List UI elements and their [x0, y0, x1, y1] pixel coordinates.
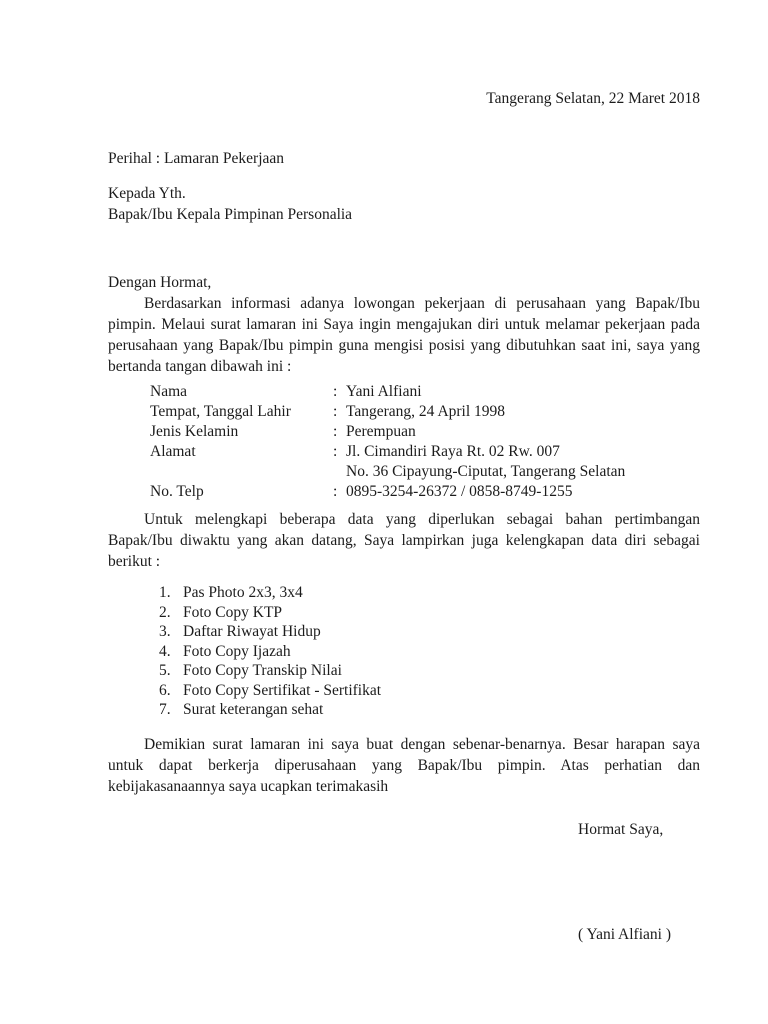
field-value-nama: Yani Alfiani [346, 383, 422, 400]
personal-data-row [150, 442, 700, 482]
field-label-ttl: Tempat, Tanggal Lahir [150, 403, 291, 420]
attachment-text: Foto Copy Sertifikat - Sertifikat [183, 681, 382, 699]
attachment-number: 7. [159, 701, 171, 718]
attachment-item [159, 583, 700, 603]
field-label-nama: Nama [150, 383, 188, 400]
field-label-alamat: Alamat [150, 443, 196, 460]
personal-data-section [150, 382, 700, 502]
opening-paragraph: Berdasarkan informasi adanya lowongan pekerjaan di perusahaan yang Bapak/Ibu pimpin. Melaui surat lamaran ini Saya ingin mengajukan diri untuk melamar pekerjaan pada perusahaan yang Bapak/Ibu pimpin guna mengisi posisi yang dibutuhkan saat ini, saya yang bertanda tangan dibawah ini : [108, 295, 700, 375]
attachment-number: 6. [159, 681, 171, 699]
attachment-text: Daftar Riwayat Hidup [183, 623, 321, 640]
field-colon: : [333, 443, 338, 460]
field-label-jenis-kelamin: Jenis Kelamin [150, 423, 239, 440]
attachment-item [159, 622, 700, 642]
signature-closing: Hormat Saya, [578, 820, 664, 838]
signature-name: ( Yani Alfiani ) [578, 925, 671, 943]
field-colon: : [333, 383, 338, 400]
date-line: Tangerang Selatan, 22 Maret 2018 [486, 90, 700, 107]
attachment-item [159, 661, 700, 681]
attachment-text: Foto Copy KTP [183, 603, 283, 621]
field-value-alamat [346, 442, 700, 482]
attachment-number: 1. [159, 584, 171, 601]
attachments-intro-paragraph: Untuk melengkapi beberapa data yang diperlukan sebagai bahan pertimbangan Bapak/Ibu diwaktu yang akan datang, Saya lampirkan juga kelengkapan data diri sebagai berikut : [108, 511, 700, 570]
recipient-block [108, 183, 700, 225]
attachment-text: Foto Copy Ijazah [183, 642, 291, 660]
field-value-jenis-kelamin: Perempuan [346, 423, 416, 440]
attachment-item [159, 681, 700, 701]
field-colon: : [333, 483, 338, 500]
attachment-text: Foto Copy Transkip Nilai [183, 662, 342, 679]
field-value-alamat-line1: Jl. Cimandiri Raya Rt. 02 Rw. 007 [346, 443, 560, 460]
field-colon: : [333, 423, 338, 440]
attachment-text: Pas Photo 2x3, 3x4 [183, 584, 303, 601]
personal-data-row [150, 482, 700, 502]
personal-data-row [150, 402, 700, 422]
personal-data-row [150, 382, 700, 402]
field-value-alamat-line2: No. 36 Cipayung-Ciputat, Tangerang Selatan [346, 463, 626, 480]
attachment-number: 2. [159, 603, 171, 621]
attachment-item [159, 700, 700, 720]
field-label-telp: No. Telp [150, 483, 204, 500]
attachment-item [159, 603, 700, 623]
signature-block [578, 819, 700, 945]
personal-data-row [150, 422, 700, 442]
attachments-list [159, 583, 700, 720]
attachment-number: 5. [159, 662, 171, 679]
field-colon: : [333, 403, 338, 420]
attachment-item [159, 642, 700, 662]
attachment-text: Surat keterangan sehat [183, 701, 324, 718]
attachment-number: 4. [159, 642, 171, 660]
recipient-salutation: Kepada Yth. [108, 185, 186, 202]
field-value-telp: 0895-3254-26372 / 0858-8749-1255 [346, 483, 573, 500]
field-value-ttl: Tangerang, 24 April 1998 [346, 403, 506, 420]
closing-paragraph: Demikian surat lamaran ini saya buat dengan sebenar-benarnya. Besar harapan saya untuk dapat berkerja diperusahaan yang Bapak/Ibu pimpin. Atas perhatian dan kebijakasanaannya saya ucapkan terimakasih [108, 735, 700, 795]
subject-line: Perihal : Lamaran Pekerjaan [108, 150, 285, 167]
greeting-line: Dengan Hormat, [108, 274, 212, 291]
recipient-name: Bapak/Ibu Kepala Pimpinan Personalia [108, 206, 353, 223]
attachment-number: 3. [159, 623, 171, 640]
